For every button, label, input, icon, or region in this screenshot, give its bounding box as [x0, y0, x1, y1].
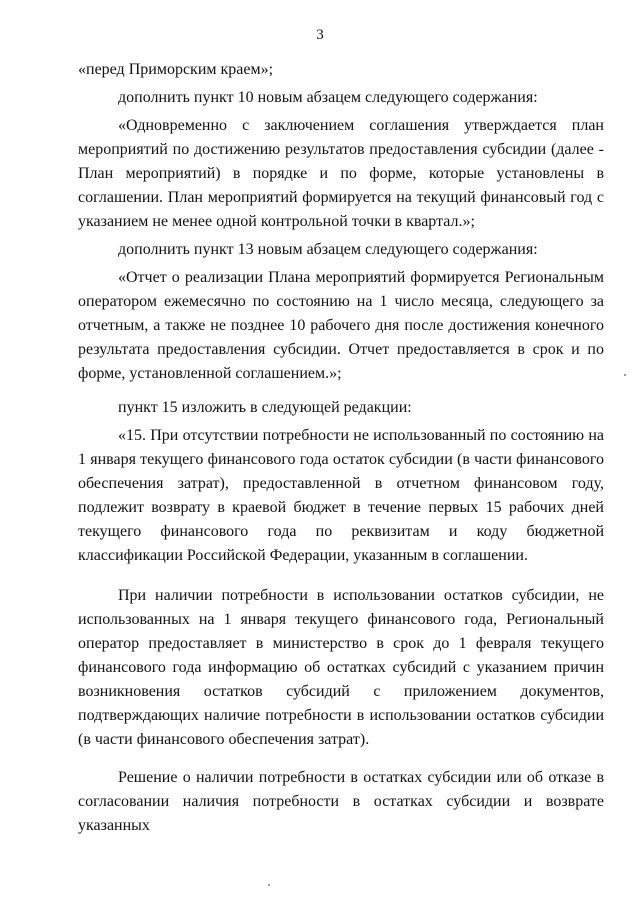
- paragraph-7: «15. При отсутствии потребности не использованный по состоянию на 1 января текущего финансового года остаток субсидии (в части финансового обеспечения затрат), предоставленной в отчетном финансовом году, подлежит возврату в краевой бюджет в течение первых 15 рабочих дней текущего финансового года по реквизитам и коду бюджетной классификации Российской Федерации, указанным в соглашении.: [78, 427, 604, 564]
- paragraph-1: «перед Приморским краем»;: [78, 61, 274, 78]
- paragraph-6: пункт 15 изложить в следующей редакции:: [118, 399, 412, 416]
- paragraph-5: «Отчет о реализации Плана мероприятий формируется Региональным оператором ежемесячно по состоянию на 1 число месяца, следующего за отчетным, а также не позднее 10 рабочего дня после достижения конечного результата предоставления субсидии. Отчет предоставляется в срок и по форме, установленной соглашением.»;: [78, 269, 604, 382]
- paragraph-8: При наличии потребности в использовании остатков субсидии, не использованных на 1 января текущего финансового года, Региональный оператор предоставляет в министерство в срок до 1 февраля текущего финансового года информацию об остатках субсидий с указанием причин возникновения остатков субсидий с приложением документов, подтверждающих наличие потребности в использовании остатков субсидии (в части финансового обеспечения затрат).: [78, 587, 604, 748]
- page-number: 3: [316, 27, 324, 43]
- paragraph-9: Решение о наличии потребности в остатках субсидии или об отказе в согласовании наличия потребности в остатках субсидии и возврате указанных: [78, 769, 604, 834]
- scan-speck: [624, 374, 626, 376]
- scan-speck: [268, 884, 270, 886]
- paragraph-2: дополнить пункт 10 новым абзацем следующего содержания:: [118, 89, 538, 106]
- paragraph-4: дополнить пункт 13 новым абзацем следующего содержания:: [118, 241, 538, 258]
- paragraph-3: «Одновременно с заключением соглашения утверждается план мероприятий по достижению результатов предоставления субсидии (далее - План мероприятий) в порядке и по форме, которые установлены в соглашении. План мероприятий формируется на текущий финансовый год с указанием не менее одной контрольной точки в квартал.»;: [78, 117, 604, 230]
